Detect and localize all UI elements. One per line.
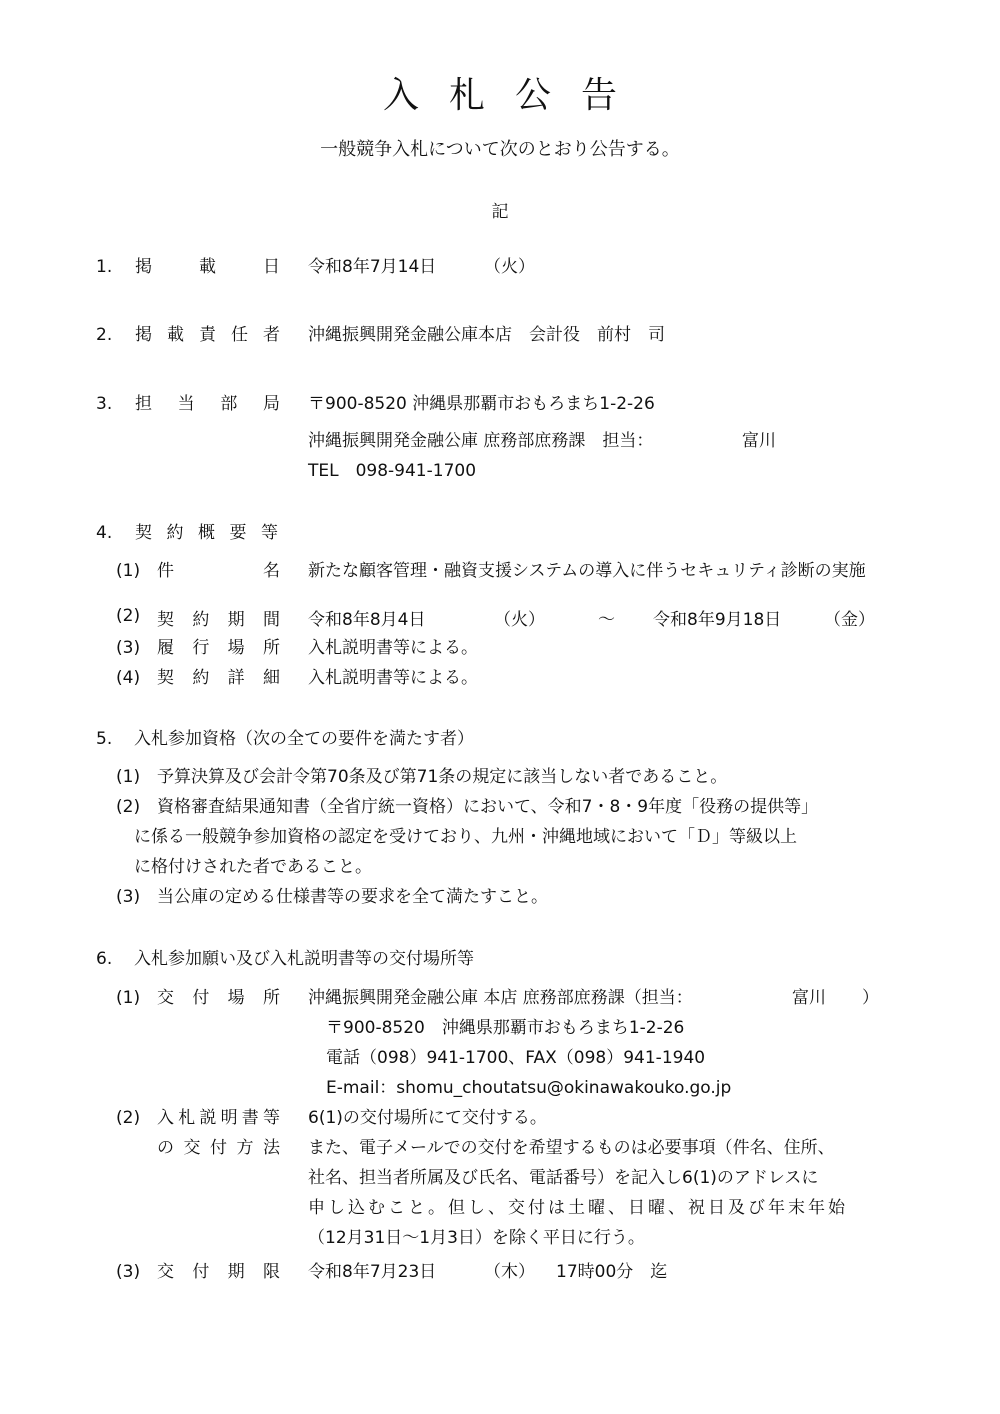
- item-6-3-number: (3): [116, 1262, 141, 1282]
- contract-details: 入札説明書等による。: [308, 668, 478, 688]
- item-5-1-number: (1): [116, 767, 141, 787]
- page-subtitle: 一般競争入札について次のとおり公告する。: [320, 139, 680, 160]
- ki-mark: 記: [491, 202, 509, 222]
- section-3-label: 担 当 部 局: [135, 394, 280, 414]
- item-6-1-label: 交 付 場 所: [157, 988, 280, 1008]
- deadline-date: 令和8年7月23日: [308, 1262, 437, 1282]
- delivery-method-line-5: （12月31日～1月3日）を除く平日に行う。: [308, 1228, 645, 1248]
- section-6-number: 6.: [96, 949, 113, 969]
- item-4-1-number: (1): [116, 561, 141, 581]
- section-6-title: 入札参加願い及び入札説明書等の交付場所等: [134, 949, 474, 969]
- publish-weekday: （火）: [484, 257, 535, 277]
- section-4-title: 契 約 概 要 等: [135, 523, 278, 543]
- item-6-2-number: (2): [116, 1108, 141, 1128]
- section-1-label: [135, 259, 280, 276]
- item-5-3-number: (3): [116, 887, 141, 907]
- item-4-3-label: 履 行 場 所: [157, 638, 280, 658]
- qualification-3: 当公庫の定める仕様書等の要求を全て満たすこと。: [157, 887, 548, 907]
- delivery-method-line-3: 社名、担当者所属及び氏名、電話番号）を記入し6(1)のアドレスに: [308, 1168, 819, 1188]
- item-6-2-label-line-1: 入 札 説 明 書 等: [157, 1108, 280, 1128]
- contract-start-weekday: （火）: [494, 610, 545, 630]
- section-4-number: 4.: [96, 523, 113, 543]
- section-1-number: 1.: [96, 257, 113, 277]
- page-title: 入札公告: [382, 75, 647, 116]
- delivery-email[interactable]: E-mail：shomu_choutatsu@okinawakouko.go.jp: [326, 1078, 732, 1098]
- item-6-1-number: (1): [116, 988, 141, 1008]
- item-4-1-label: 件 名: [157, 561, 280, 581]
- qualification-2-line-2: に係る一般競争参加資格の認定を受けており、九州・沖縄地域において「Ｄ」等級以上: [134, 827, 797, 847]
- contract-subject: 新たな顧客管理・融資支援システムの導入に伴うセキュリティ診断の実施: [308, 561, 866, 581]
- contract-period-tilde: ～: [598, 610, 615, 630]
- delivery-place-person: 富川: [792, 988, 826, 1008]
- item-4-3-number: (3): [116, 638, 141, 658]
- item-6-3-label: 交 付 期 限: [157, 1262, 280, 1282]
- section-3-number: 3.: [96, 394, 113, 414]
- contract-end-weekday: （金）: [824, 610, 875, 630]
- section-5-number: 5.: [96, 729, 113, 749]
- qualification-2-line-1: 資格審査結果通知書（全省庁統一資格）において、令和7・8・9年度「役務の提供等」: [157, 797, 819, 817]
- contract-end-date: 令和8年9月18日: [653, 610, 782, 630]
- deadline-weekday: （木）: [484, 1262, 535, 1282]
- qualification-2-line-3: に格付けされた者であること。: [134, 857, 372, 877]
- delivery-method-line-4: 申し込むこと。但し、交付は土曜、日曜、祝日及び年末年始: [308, 1198, 848, 1218]
- item-4-2-number: (2): [116, 606, 141, 626]
- label-char: 載: [199, 257, 216, 277]
- responsible-person: 沖縄振興開発金融公庫本店 会計役 前村 司: [308, 325, 665, 345]
- section-2-label: 掲 載 責 任 者: [135, 325, 280, 345]
- dept-address: 〒900-8520 沖縄県那覇市おもろまち1-2-26: [308, 394, 655, 414]
- delivery-method-line-1: 6(1)の交付場所にて交付する。: [308, 1108, 547, 1128]
- label-char: 掲: [135, 257, 152, 277]
- performance-location: 入札説明書等による。: [308, 638, 478, 658]
- delivery-place: 沖縄振興開発金融公庫 本店 庶務部庶務課（担当：: [308, 988, 693, 1008]
- contract-start-date: 令和8年8月4日: [308, 610, 426, 630]
- item-5-2-number: (2): [116, 797, 141, 817]
- label-char: 日: [263, 257, 280, 277]
- dept-tel: TEL 098-941-1700: [308, 461, 477, 481]
- item-4-4-number: (4): [116, 668, 141, 688]
- deadline-time: 17時00分 迄: [556, 1262, 668, 1282]
- section-2-number: 2.: [96, 325, 113, 345]
- item-6-2-label-line-2: の 交 付 方 法: [157, 1138, 280, 1158]
- dept-contact-person: 富川: [742, 431, 776, 451]
- item-4-4-label: 契 約 詳 細: [157, 668, 280, 688]
- qualification-1: 予算決算及び会計令第70条及び第71条の規定に該当しない者であること。: [157, 767, 728, 787]
- delivery-place-close: ）: [862, 988, 879, 1008]
- delivery-phone-fax: 電話（098）941-1700、FAX（098）941-1940: [326, 1048, 706, 1068]
- dept-name: 沖縄振興開発金融公庫 庶務部庶務課 担当：: [308, 431, 654, 451]
- section-5-title: 入札参加資格（次の全ての要件を満たす者）: [134, 729, 474, 749]
- delivery-method-line-2: また、電子メールでの交付を希望するものは必要事項（件名、住所、: [308, 1138, 835, 1158]
- publish-date: 令和8年7月14日: [308, 257, 437, 277]
- item-4-2-label: 契 約 期 間: [157, 610, 280, 630]
- delivery-address: 〒900-8520 沖縄県那覇市おもろまち1-2-26: [326, 1018, 685, 1038]
